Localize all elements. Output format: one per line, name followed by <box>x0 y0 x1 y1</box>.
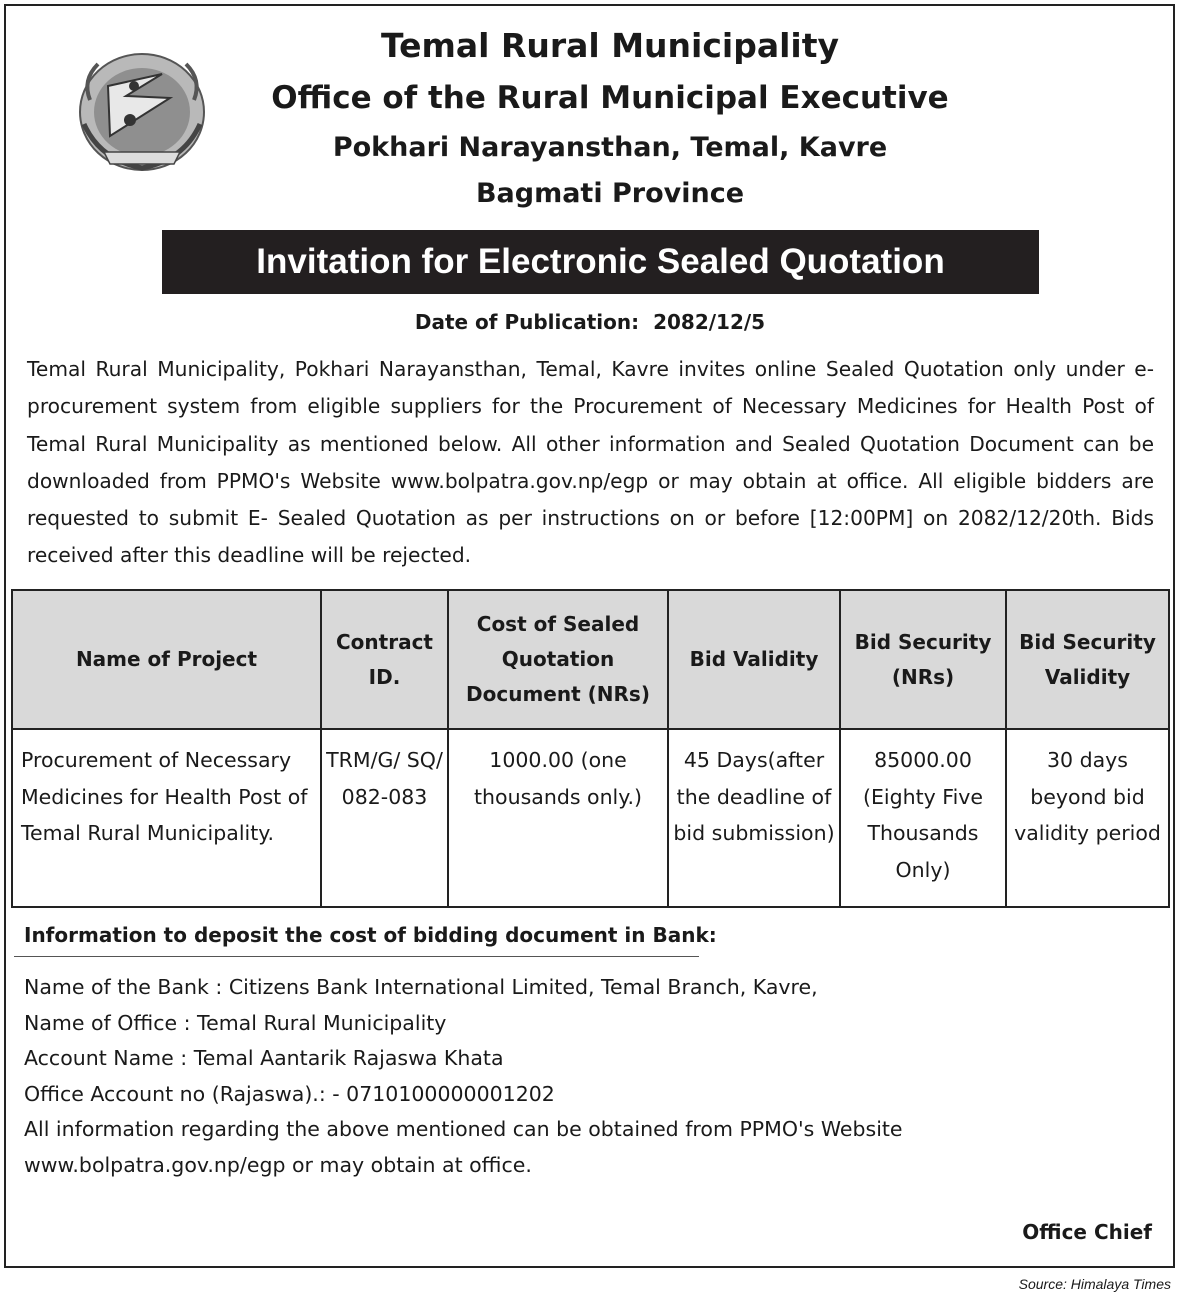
municipality-name: Temal Rural Municipality <box>380 26 840 65</box>
header-cell-contract-id: Contract ID. <box>321 590 448 729</box>
publication-date-label: Date of Publication: <box>414 310 640 334</box>
header-cell-bid-validity: Bid Validity <box>668 590 840 729</box>
bank-name-line: Name of the Bank : Citizens Bank International Limited, Temal Branch, Kavre, <box>24 975 818 999</box>
publication-date-value: 2082/12/5 <box>653 310 766 334</box>
nepal-government-emblem-icon <box>70 40 214 180</box>
header-cell-security-validity: Bid Security Validity <box>1006 590 1169 729</box>
signature-office-chief: Office Chief <box>1022 1220 1152 1244</box>
bid-table-header-row <box>12 590 1169 729</box>
header-cell-bid-security: Bid Security (NRs) <box>840 590 1006 729</box>
header-cell-document-cost: Cost of Sealed Quotation Document (NRs) <box>448 590 668 729</box>
table-row <box>12 729 1169 907</box>
header-cell-project: Name of Project <box>12 590 321 729</box>
cell-project: Procurement of Necessary Medicines for Health Post of Temal Rural Municipality. <box>12 729 321 907</box>
ppmo-info-line: All information regarding the above mentioned can be obtained from PPMO's Website www.bolpatra.gov.np/egp or may obtain at office. <box>24 1117 903 1177</box>
account-number-line: Office Account no (Rajaswa).: - 0710100000001202 <box>24 1081 555 1106</box>
cell-document-cost: 1000.00 (one thousands only.) <box>448 729 668 907</box>
deposit-title-underline <box>14 956 699 957</box>
source-credit: Source: Himalaya Times <box>1018 1276 1171 1292</box>
deposit-info-title: Information to deposit the cost of bidding document in Bank: <box>24 923 717 947</box>
account-name-line: Account Name : Temal Aantarik Rajaswa Khata <box>24 1046 504 1071</box>
intro-paragraph: Temal Rural Municipality, Pokhari Narayansthan, Temal, Kavre invites online Sealed Quotation only under e-procurement system from eligible suppliers for the Procurement of Necessary Medicines for Health Post of Temal Rural Municipality as mentioned below. All other information and Sealed Quotation Document can be downloaded from PPMO's Website www.bolpatra.gov.np/egp or may obtain at office. All eligible bidders are requested to submit E- Sealed Quotation as per instructions on or before [12:00PM] on 2082/12/20th. Bids received after this deadline will be rejected. <box>27 357 1154 568</box>
office-address: Pokhari Narayansthan, Temal, Kavre <box>332 132 888 163</box>
office-name: Office of the Rural Municipal Executive <box>271 80 949 116</box>
cell-security-validity: 30 days beyond bid validity period <box>1006 729 1169 907</box>
notice-title-banner: Invitation for Electronic Sealed Quotation <box>162 230 1039 294</box>
publication-date <box>300 310 880 334</box>
cell-bid-security: 85000.00 (Eighty Five Thousands Only) <box>840 729 1006 907</box>
bid-table <box>11 589 1170 908</box>
province-name: Bagmati Province <box>475 178 745 209</box>
cell-bid-validity: 45 Days(after the deadline of bid submission) <box>668 729 840 907</box>
office-name-line: Name of Office : Temal Rural Municipality <box>24 1010 447 1035</box>
bank-info-list <box>24 970 1159 1184</box>
cell-contract-id: TRM/G/ SQ/ 082-083 <box>321 729 448 907</box>
